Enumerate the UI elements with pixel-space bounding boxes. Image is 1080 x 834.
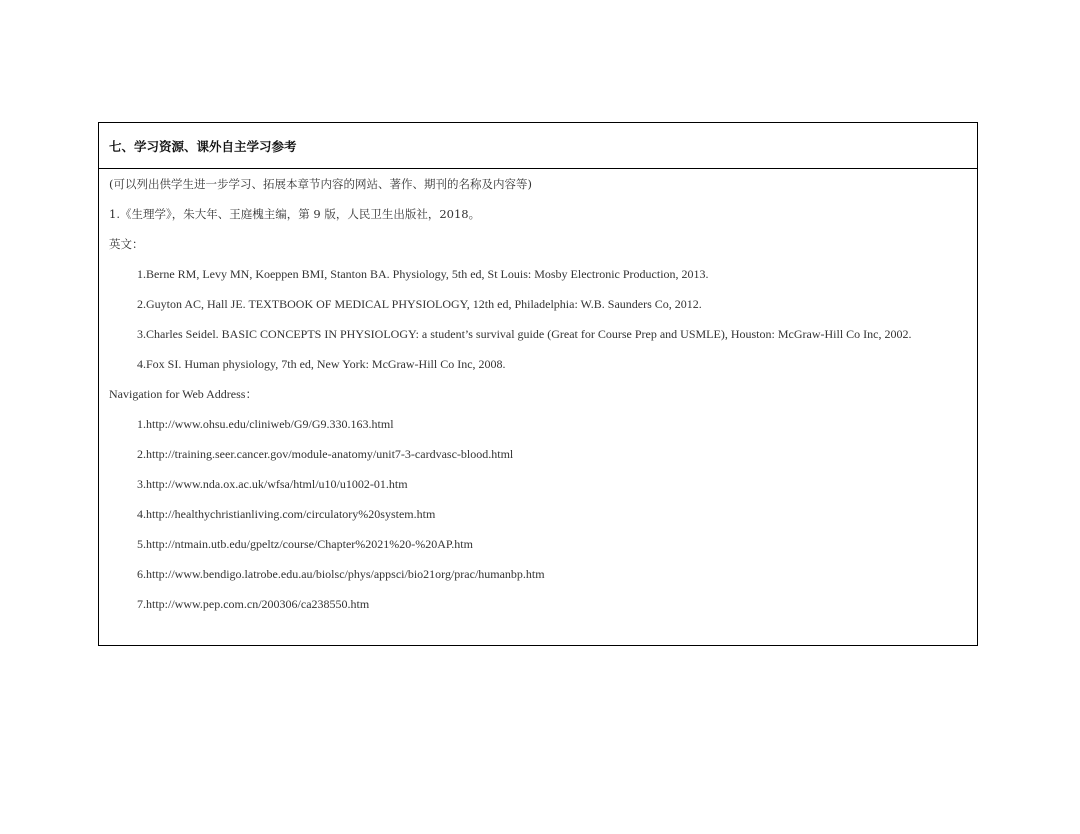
web-link-item: 6.http://www.bendigo.latrobe.edu.au/biolsc/phys/appsci/bio21org/prac/humanbp.htm (137, 567, 545, 581)
instruction-text: (可以列出供学生进一步学习、拓展本章节内容的网站、著作、期刊的名称及内容等) (109, 177, 532, 191)
english-reference-item: 1.Berne RM, Levy MN, Koeppen BMI, Stanton BA. Physiology, 5th ed, St Louis: Mosby Electronic Production, 2013. (137, 267, 709, 281)
english-reference-item: 4.Fox SI. Human physiology, 7th ed, New York: McGraw-Hill Co Inc, 2008. (137, 357, 506, 371)
web-link-item: 7.http://www.pep.com.cn/200306/ca238550.htm (137, 597, 370, 611)
section-header (99, 123, 977, 169)
web-link-item: 2.http://training.seer.cancer.gov/module-anatomy/unit7-3-cardvasc-blood.html (137, 447, 514, 461)
english-heading: 英文： (109, 237, 144, 251)
resources-table (98, 122, 978, 646)
english-reference-item: 2.Guyton AC, Hall JE. TEXTBOOK OF MEDICAL PHYSIOLOGY, 12th ed, Philadelphia: W.B. Saunders Co, 2012. (137, 297, 702, 311)
section-body (99, 169, 977, 612)
web-link-item: 4.http://healthychristianliving.com/circulatory%20system.htm (137, 507, 436, 521)
chinese-reference: 1.《生理学》，朱大年、王庭槐主编，第 9 版，人民卫生出版社，2018。 (109, 207, 481, 221)
section-title: 七、学习资源、课外自主学习参考 (109, 138, 297, 154)
web-link-item: 5.http://ntmain.utb.edu/gpeltz/course/Chapter%2021%20-%20AP.htm (137, 537, 473, 551)
web-link-item: 3.http://www.nda.ox.ac.uk/wfsa/html/u10/u1002-01.htm (137, 477, 408, 491)
english-reference-item: 3.Charles Seidel. BASIC CONCEPTS IN PHYSIOLOGY: a student’s survival guide (Great for Course Prep and USMLE), Houston: McGraw-Hill Co Inc, 2002. (137, 327, 912, 341)
web-link-item: 1.http://www.ohsu.edu/cliniweb/G9/G9.330.163.html (137, 417, 394, 431)
web-address-heading: Navigation for Web Address： (109, 387, 258, 401)
